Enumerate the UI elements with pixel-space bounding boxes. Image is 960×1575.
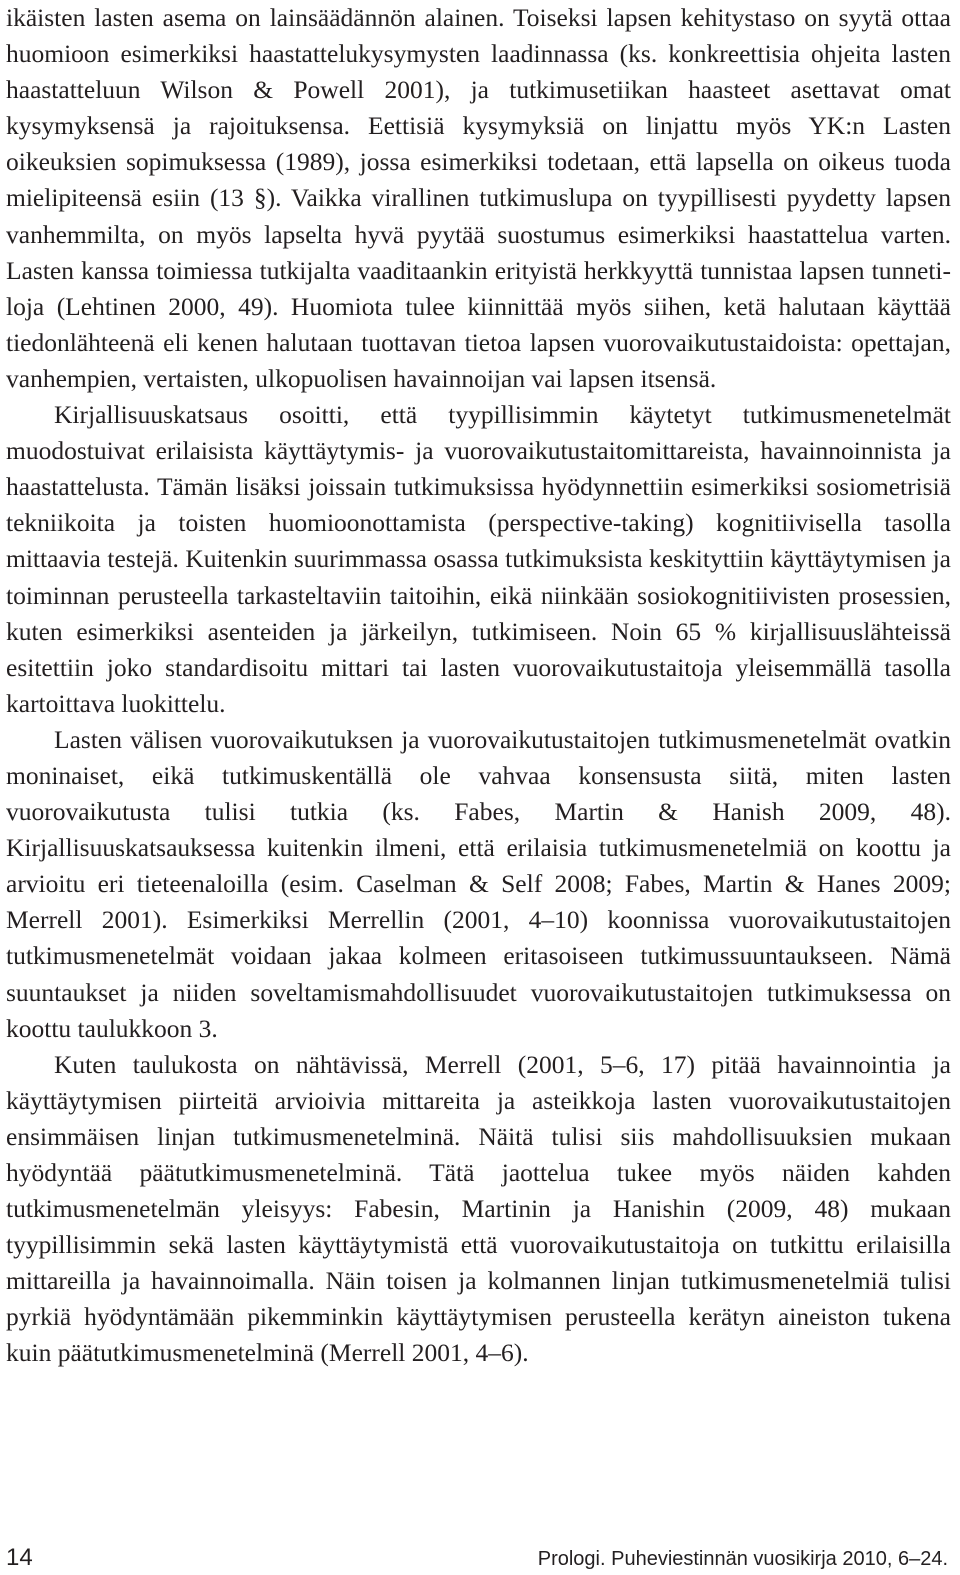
paragraph-literature-review: Kirjallisuuskatsaus osoitti, että tyypillisimmin käytetyt tutkimusmenetelmät muodostuivat erilaisista käyttäytymis- ja vuorovaikutustaitomittareista, havainnoinnista ja haastattelusta. Tämän lisäksi joissain tutkimuksissa hyödynnettiin esimerkiksi sosiometrisiä tekniikoita ja toisten huomioonottamista (perspective-taking) kognitiivisella tasolla mittaavia testejä. Kuitenkin suurimmassa osassa tutkimuksista keskityttiin käyttäytymisen ja toiminnan perusteella tarkasteltaviin taitoihin, eikä niinkään sosiokognitiivisten prosessien, kuten esimerkiksi asenteiden ja järkeilyn, tutkimiseen. Noin 65 % kirjallisuuslähteissä esitettiin joko standardisoitu mittari tai lasten vuorovaikutustaitoja yleisemmällä tasolla kartoittava luokittelu. — [6, 400, 951, 718]
publication-citation: Prologi. Puheviestinnän vuosikirja 2010, 6–24. — [537, 1548, 948, 1570]
page-footer — [0, 1540, 960, 1572]
paragraph-continued: ikäisten lasten asema on lainsäädännön alainen. Toiseksi lapsen kehitystaso on syytä ottaa huomioon esimerkiksi haastattelukysymysten laadinnassa (ks. konkreettisia ohjeita lasten haastatteluun Wilson & Powell 2001), ja tutkimusetiikan haasteet asettavat omat kysymyksensä ja rajoituksensa. Eettisiä kysymyksiä on linjattu myös YK:n Lasten oikeuksien sopimuksessa (1989), jossa esimerkiksi todetaan, että lapsella on oikeus tuoda mielipiteensä esiin (13 §). Vaikka virallinen tutkimuslupa on tyypillisesti pyydetty lapsen vanhemmilta, on myös lapselta hyvä pyytää suostumus esimerkiksi haastattelua varten. Lasten kanssa toimiessa tutkijalta vaaditaankin erityistä herkkyyttä tunnistaa lapsen tunnetiloja (Lehtinen 2000, 49). Huomiota tulee kiinnittää myös siihen, ketä halutaan käyttää tiedonlähteenä eli kenen halutaan tuottavan tietoa lapsen vuorovaikutustaidoista: opettajan, vanhempien, vertaisten, ulkopuolisen havainnoijan vai lapsen itsensä. — [6, 3, 951, 393]
page-number: 14 — [6, 1544, 33, 1571]
page-body — [6, 0, 951, 1372]
paragraph-merrell-classification: Kuten taulukosta on nähtävissä, Merrell (2001, 5–6, 17) pitää havainnointia ja käyttäytymisen piirteitä arvioivia mittareita ja asteikkoja lasten vuorovaikutustaitojen ensimmäisen linjan tutkimusmenetelminä. Näitä tulisi siis mahdollisuuksien mukaan hyödyntää päätutkimusmenetelminä. Tätä jaottelua tukee myös näiden kahden tutkimusmenetelmän yleisyys: Fabesin, Martinin ja Hanishin (2009, 48) mukaan tyypillisimmin sekä lasten käyttäytymistä että vuorovaikutustaitoja on tutkittu erilaisilla mittareilla ja havainnoimalla. Näin toisen ja kolmannen linjan tutkimusmenetelmiä tulisi pyrkiä hyödyntämään pikemminkin käyttäytymisen perusteella kerätyn aineiston tukena kuin päätutkimusmenetelminä (Merrell 2001, 4–6). — [6, 1049, 951, 1368]
paragraph-research-methods: Lasten välisen vuorovaikutuksen ja vuorovaikutustaitojen tutkimusmenetelmät ovatkin moninaiset, eikä tutkimuskentällä ole vahvaa konsensusta siitä, miten lasten vuorovaikutusta tulisi tutkia (ks. Fabes, Martin & Hanish 2009, 48). Kirjallisuuskatsauksessa kuitenkin ilmeni, että erilaisia tutkimusmenetelmiä on koottu ja arvioitu eri tieteenaloilla (esim. Caselman & Self 2008; Fabes, Martin & Hanes 2009; Merrell 2001). Esimerkiksi Merrellin (2001, 4–10) koonnissa vuorovaikutustaitojen tutkimusmenetelmät voidaan jakaa kolmeen eritasoiseen tutkimussuuntaukseen. Nämä suuntaukset ja niiden soveltamismahdollisuudet vuorovaikutustaitojen tutkimuksessa on koottu taulukkoon 3. — [6, 724, 951, 1043]
